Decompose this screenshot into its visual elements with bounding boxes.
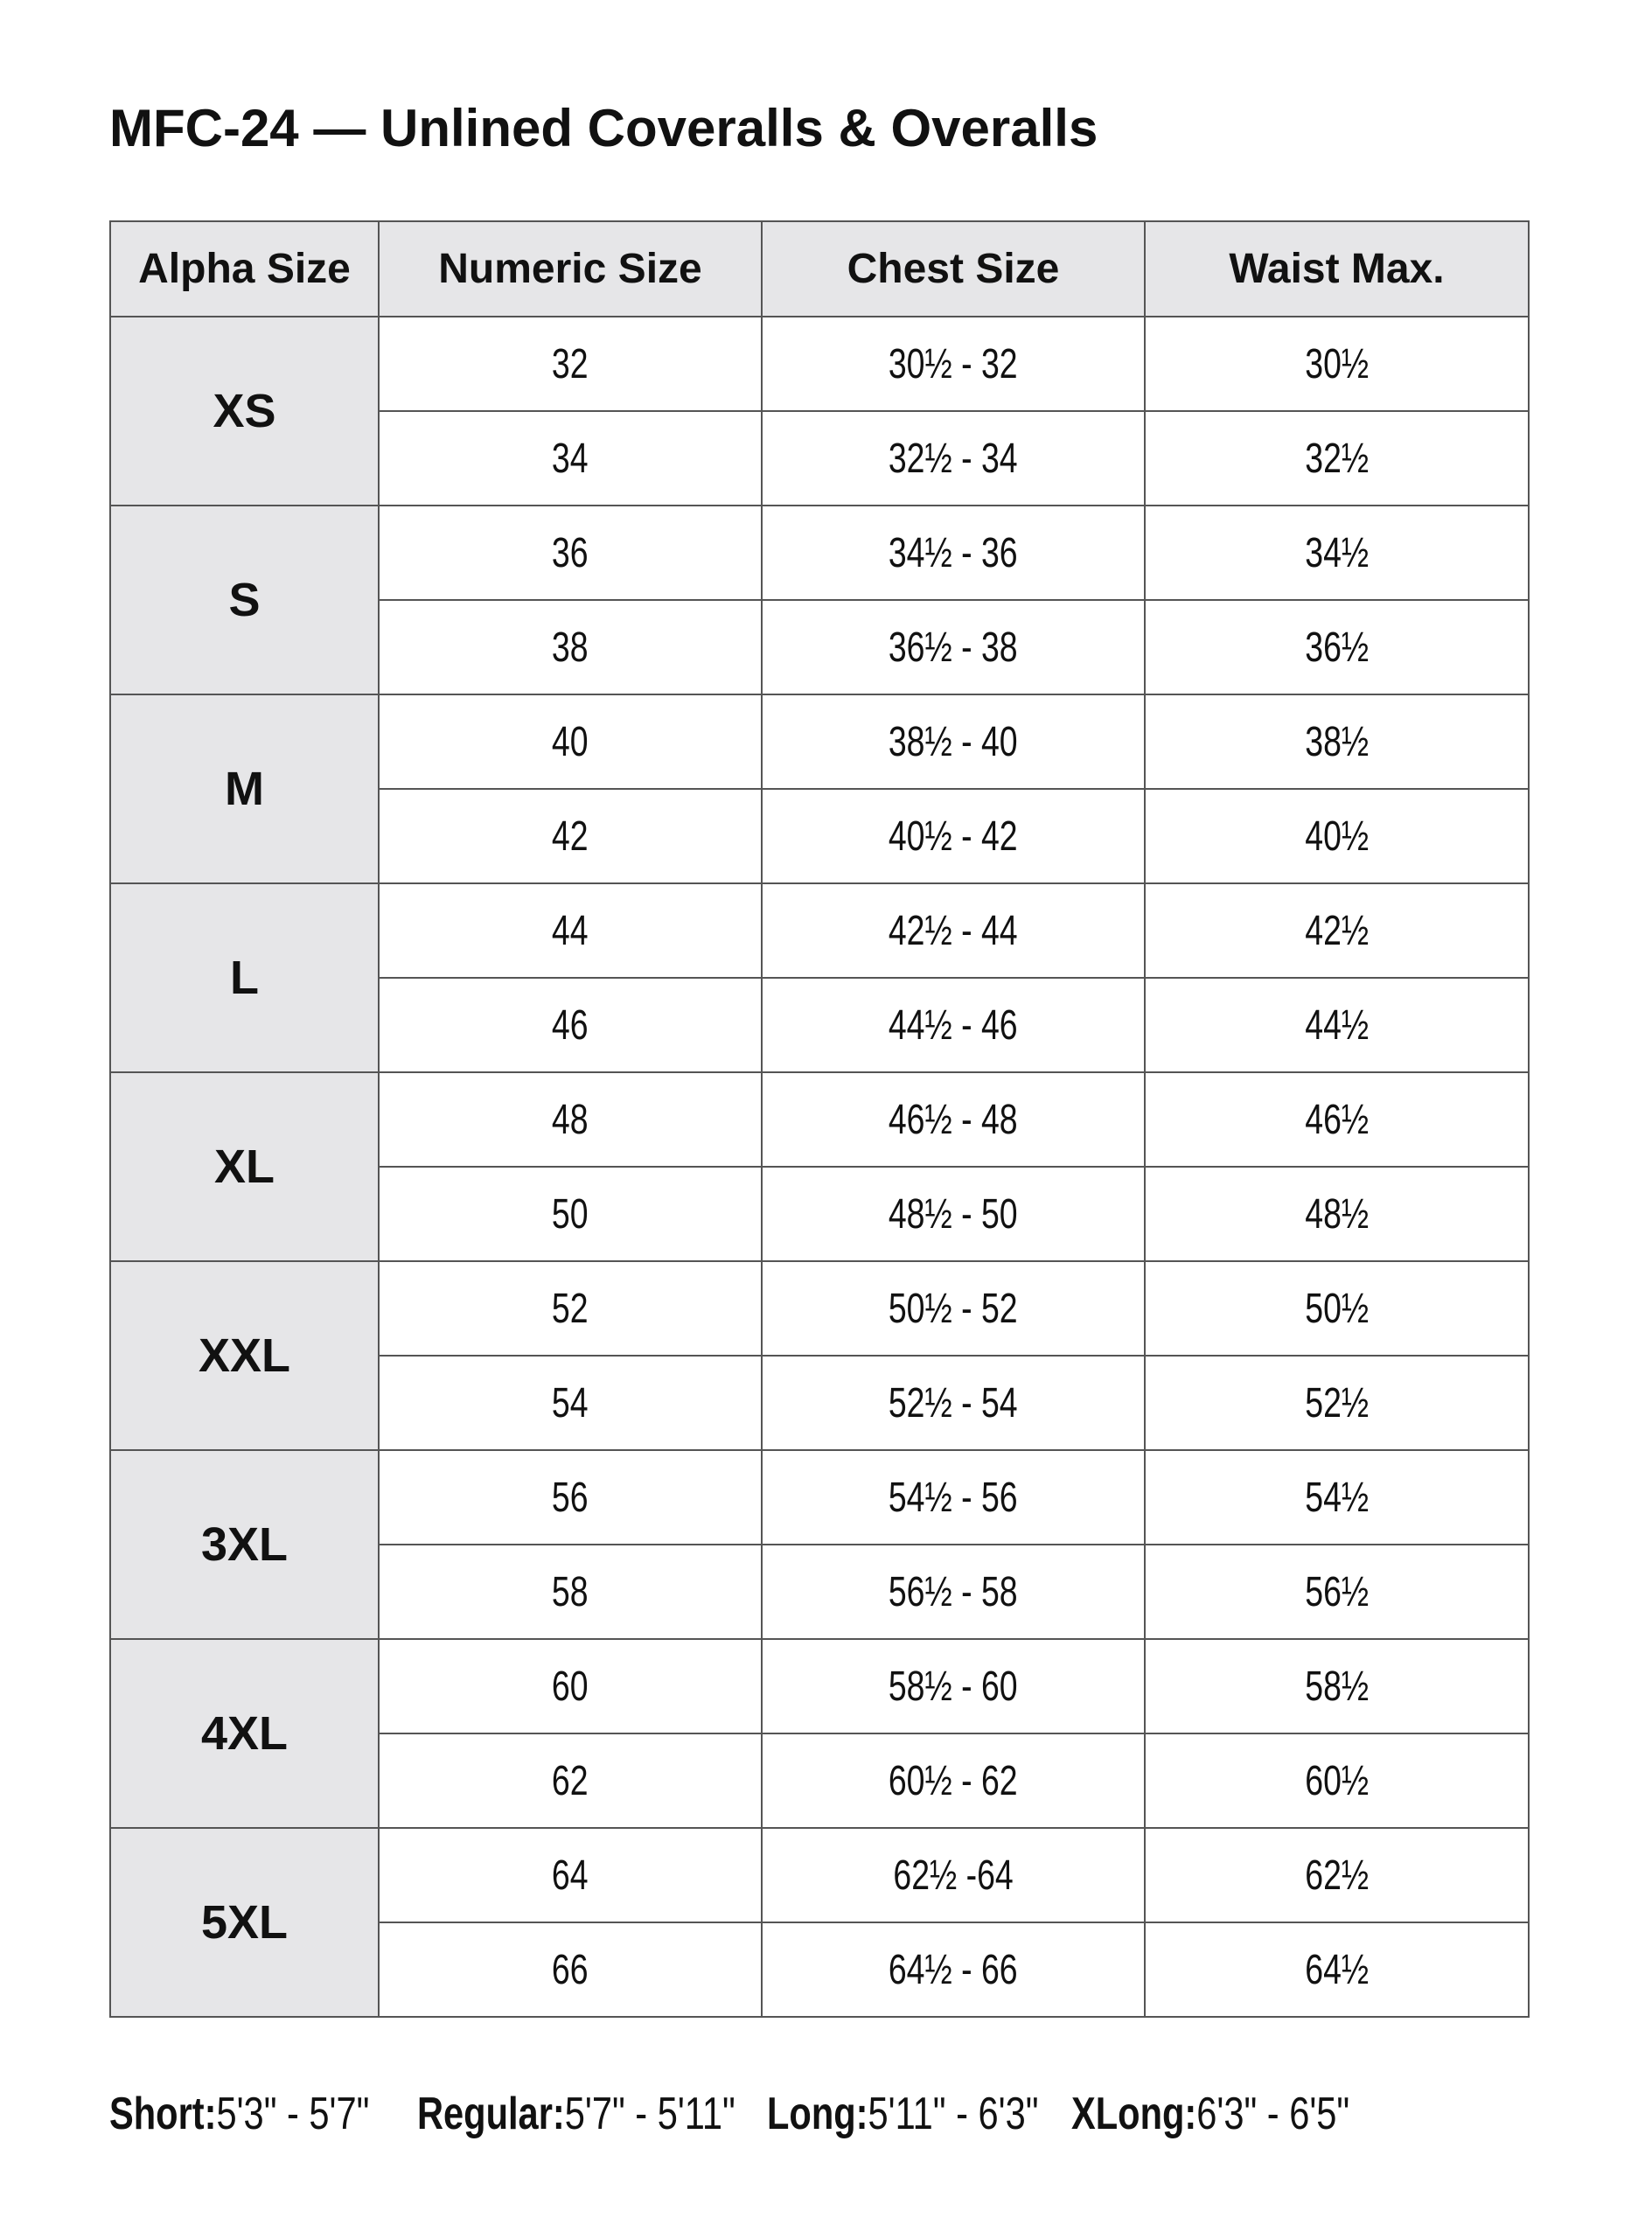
table-row xyxy=(110,1639,1529,1733)
numeric-size-value: 66 xyxy=(552,1946,589,1993)
waist-max-cell xyxy=(1145,1922,1529,2017)
waist-max-cell xyxy=(1145,1072,1529,1167)
numeric-size-value: 48 xyxy=(552,1096,589,1143)
chest-size-value: 46½ - 48 xyxy=(889,1096,1018,1143)
page-title: MFC-24 — Unlined Coveralls & Overalls xyxy=(109,99,1098,157)
chest-size-value: 54½ - 56 xyxy=(889,1474,1018,1521)
table-row xyxy=(110,1828,1529,1922)
alpha-size-cell: 5XL xyxy=(110,1828,379,2017)
length-short xyxy=(109,2088,369,2140)
chest-size-cell xyxy=(762,506,1145,600)
numeric-size-cell xyxy=(379,1545,762,1639)
chest-size-value: 34½ - 36 xyxy=(889,529,1018,576)
numeric-size-cell xyxy=(379,1261,762,1356)
chest-size-cell xyxy=(762,1261,1145,1356)
chest-size-value: 64½ - 66 xyxy=(889,1946,1018,1993)
numeric-size-value: 46 xyxy=(552,1001,589,1049)
numeric-size-cell xyxy=(379,1828,762,1922)
chest-size-value: 30½ - 32 xyxy=(889,340,1018,387)
waist-max-cell xyxy=(1145,1733,1529,1828)
numeric-size-value: 62 xyxy=(552,1757,589,1804)
chest-size-cell xyxy=(762,789,1145,883)
numeric-size-cell xyxy=(379,1639,762,1733)
chest-size-cell xyxy=(762,1167,1145,1261)
waist-max-cell xyxy=(1145,1261,1529,1356)
waist-max-cell xyxy=(1145,694,1529,789)
table-row xyxy=(110,694,1529,789)
chest-size-cell xyxy=(762,600,1145,694)
size-table-body xyxy=(110,317,1529,2017)
chest-size-cell xyxy=(762,1733,1145,1828)
length-xlong xyxy=(1071,2088,1349,2140)
chest-size-cell xyxy=(762,1828,1145,1922)
chest-size-value: 36½ - 38 xyxy=(889,624,1018,671)
waist-max-value: 62½ xyxy=(1305,1852,1369,1899)
chest-size-cell xyxy=(762,883,1145,978)
waist-max-value: 44½ xyxy=(1305,1001,1369,1049)
size-chart-table xyxy=(109,220,1530,2018)
numeric-size-value: 32 xyxy=(552,340,589,387)
chest-size-cell xyxy=(762,411,1145,506)
chest-size-cell xyxy=(762,1922,1145,2017)
waist-max-value: 36½ xyxy=(1305,624,1369,671)
numeric-size-cell xyxy=(379,883,762,978)
chest-size-cell xyxy=(762,694,1145,789)
numeric-size-value: 40 xyxy=(552,718,589,765)
alpha-size-cell: L xyxy=(110,883,379,1072)
numeric-size-cell xyxy=(379,411,762,506)
table-row xyxy=(110,506,1529,600)
waist-max-cell xyxy=(1145,317,1529,411)
table-row xyxy=(110,883,1529,978)
waist-max-cell xyxy=(1145,506,1529,600)
numeric-size-value: 42 xyxy=(552,813,589,860)
waist-max-cell xyxy=(1145,978,1529,1072)
waist-max-value: 42½ xyxy=(1305,907,1369,954)
waist-max-value: 38½ xyxy=(1305,718,1369,765)
alpha-size-cell: S xyxy=(110,506,379,694)
waist-max-value: 58½ xyxy=(1305,1663,1369,1710)
numeric-size-cell xyxy=(379,694,762,789)
table-row xyxy=(110,1072,1529,1167)
waist-max-value: 60½ xyxy=(1305,1757,1369,1804)
numeric-size-cell xyxy=(379,317,762,411)
numeric-size-value: 64 xyxy=(552,1852,589,1899)
alpha-size-cell: XS xyxy=(110,317,379,506)
length-regular-label: Regular: xyxy=(417,2089,565,2139)
chest-size-value: 32½ - 34 xyxy=(889,435,1018,482)
waist-max-value: 52½ xyxy=(1305,1379,1369,1426)
numeric-size-cell xyxy=(379,1450,762,1545)
chest-size-value: 38½ - 40 xyxy=(889,718,1018,765)
chest-size-value: 42½ - 44 xyxy=(889,907,1018,954)
numeric-size-cell xyxy=(379,1733,762,1828)
numeric-size-cell xyxy=(379,1356,762,1450)
length-regular-value: 5'7" - 5'11" xyxy=(564,2089,735,2139)
waist-max-value: 50½ xyxy=(1305,1285,1369,1332)
chest-size-cell xyxy=(762,1639,1145,1733)
table-header-row xyxy=(110,221,1529,317)
numeric-size-cell xyxy=(379,506,762,600)
column-header-alpha-size: Alpha Size xyxy=(110,221,379,317)
chest-size-value: 40½ - 42 xyxy=(889,813,1018,860)
numeric-size-value: 50 xyxy=(552,1190,589,1238)
alpha-size-cell: 4XL xyxy=(110,1639,379,1828)
numeric-size-value: 34 xyxy=(552,435,589,482)
waist-max-value: 48½ xyxy=(1305,1190,1369,1238)
numeric-size-value: 58 xyxy=(552,1568,589,1615)
waist-max-cell xyxy=(1145,1828,1529,1922)
chest-size-cell xyxy=(762,1450,1145,1545)
waist-max-value: 56½ xyxy=(1305,1568,1369,1615)
waist-max-value: 54½ xyxy=(1305,1474,1369,1521)
alpha-size-cell: 3XL xyxy=(110,1450,379,1639)
chest-size-cell xyxy=(762,317,1145,411)
length-regular xyxy=(417,2088,735,2140)
table-row xyxy=(110,317,1529,411)
chest-size-cell xyxy=(762,978,1145,1072)
numeric-size-value: 54 xyxy=(552,1379,589,1426)
waist-max-cell xyxy=(1145,1639,1529,1733)
numeric-size-cell xyxy=(379,789,762,883)
column-header-numeric-size: Numeric Size xyxy=(379,221,762,317)
alpha-size-cell: XXL xyxy=(110,1261,379,1450)
waist-max-cell xyxy=(1145,1450,1529,1545)
waist-max-cell xyxy=(1145,411,1529,506)
chest-size-value: 62½ -64 xyxy=(893,1852,1014,1899)
numeric-size-cell xyxy=(379,978,762,1072)
numeric-size-value: 38 xyxy=(552,624,589,671)
numeric-size-value: 52 xyxy=(552,1285,589,1332)
numeric-size-value: 44 xyxy=(552,907,589,954)
chest-size-value: 60½ - 62 xyxy=(889,1757,1018,1804)
chest-size-value: 44½ - 46 xyxy=(889,1001,1018,1049)
waist-max-cell xyxy=(1145,1545,1529,1639)
numeric-size-value: 56 xyxy=(552,1474,589,1521)
numeric-size-cell xyxy=(379,600,762,694)
numeric-size-value: 60 xyxy=(552,1663,589,1710)
waist-max-value: 30½ xyxy=(1305,340,1369,387)
length-xlong-label: XLong: xyxy=(1071,2089,1197,2139)
chest-size-cell xyxy=(762,1545,1145,1639)
chest-size-value: 58½ - 60 xyxy=(889,1663,1018,1710)
waist-max-value: 46½ xyxy=(1305,1096,1369,1143)
length-long-value: 5'11" - 6'3" xyxy=(868,2089,1039,2139)
column-header-waist-max: Waist Max. xyxy=(1145,221,1529,317)
waist-max-value: 64½ xyxy=(1305,1946,1369,1993)
length-long xyxy=(767,2088,1038,2140)
waist-max-cell xyxy=(1145,1356,1529,1450)
waist-max-value: 34½ xyxy=(1305,529,1369,576)
numeric-size-value: 36 xyxy=(552,529,589,576)
waist-max-cell xyxy=(1145,600,1529,694)
chest-size-value: 48½ - 50 xyxy=(889,1190,1018,1238)
alpha-size-cell: XL xyxy=(110,1072,379,1261)
table-row xyxy=(110,1450,1529,1545)
waist-max-value: 32½ xyxy=(1305,435,1369,482)
table-row xyxy=(110,1261,1529,1356)
length-long-label: Long: xyxy=(767,2089,868,2139)
chest-size-cell xyxy=(762,1356,1145,1450)
waist-max-value: 40½ xyxy=(1305,813,1369,860)
column-header-chest-size: Chest Size xyxy=(762,221,1145,317)
alpha-size-cell: M xyxy=(110,694,379,883)
length-short-value: 5'3" - 5'7" xyxy=(216,2089,370,2139)
chest-size-value: 56½ - 58 xyxy=(889,1568,1018,1615)
chest-size-value: 52½ - 54 xyxy=(889,1379,1018,1426)
length-short-label: Short: xyxy=(109,2089,217,2139)
chest-size-cell xyxy=(762,1072,1145,1167)
numeric-size-cell xyxy=(379,1072,762,1167)
waist-max-cell xyxy=(1145,883,1529,978)
numeric-size-cell xyxy=(379,1922,762,2017)
length-xlong-value: 6'3" - 6'5" xyxy=(1196,2089,1350,2139)
waist-max-cell xyxy=(1145,1167,1529,1261)
chest-size-value: 50½ - 52 xyxy=(889,1285,1018,1332)
waist-max-cell xyxy=(1145,789,1529,883)
numeric-size-cell xyxy=(379,1167,762,1261)
